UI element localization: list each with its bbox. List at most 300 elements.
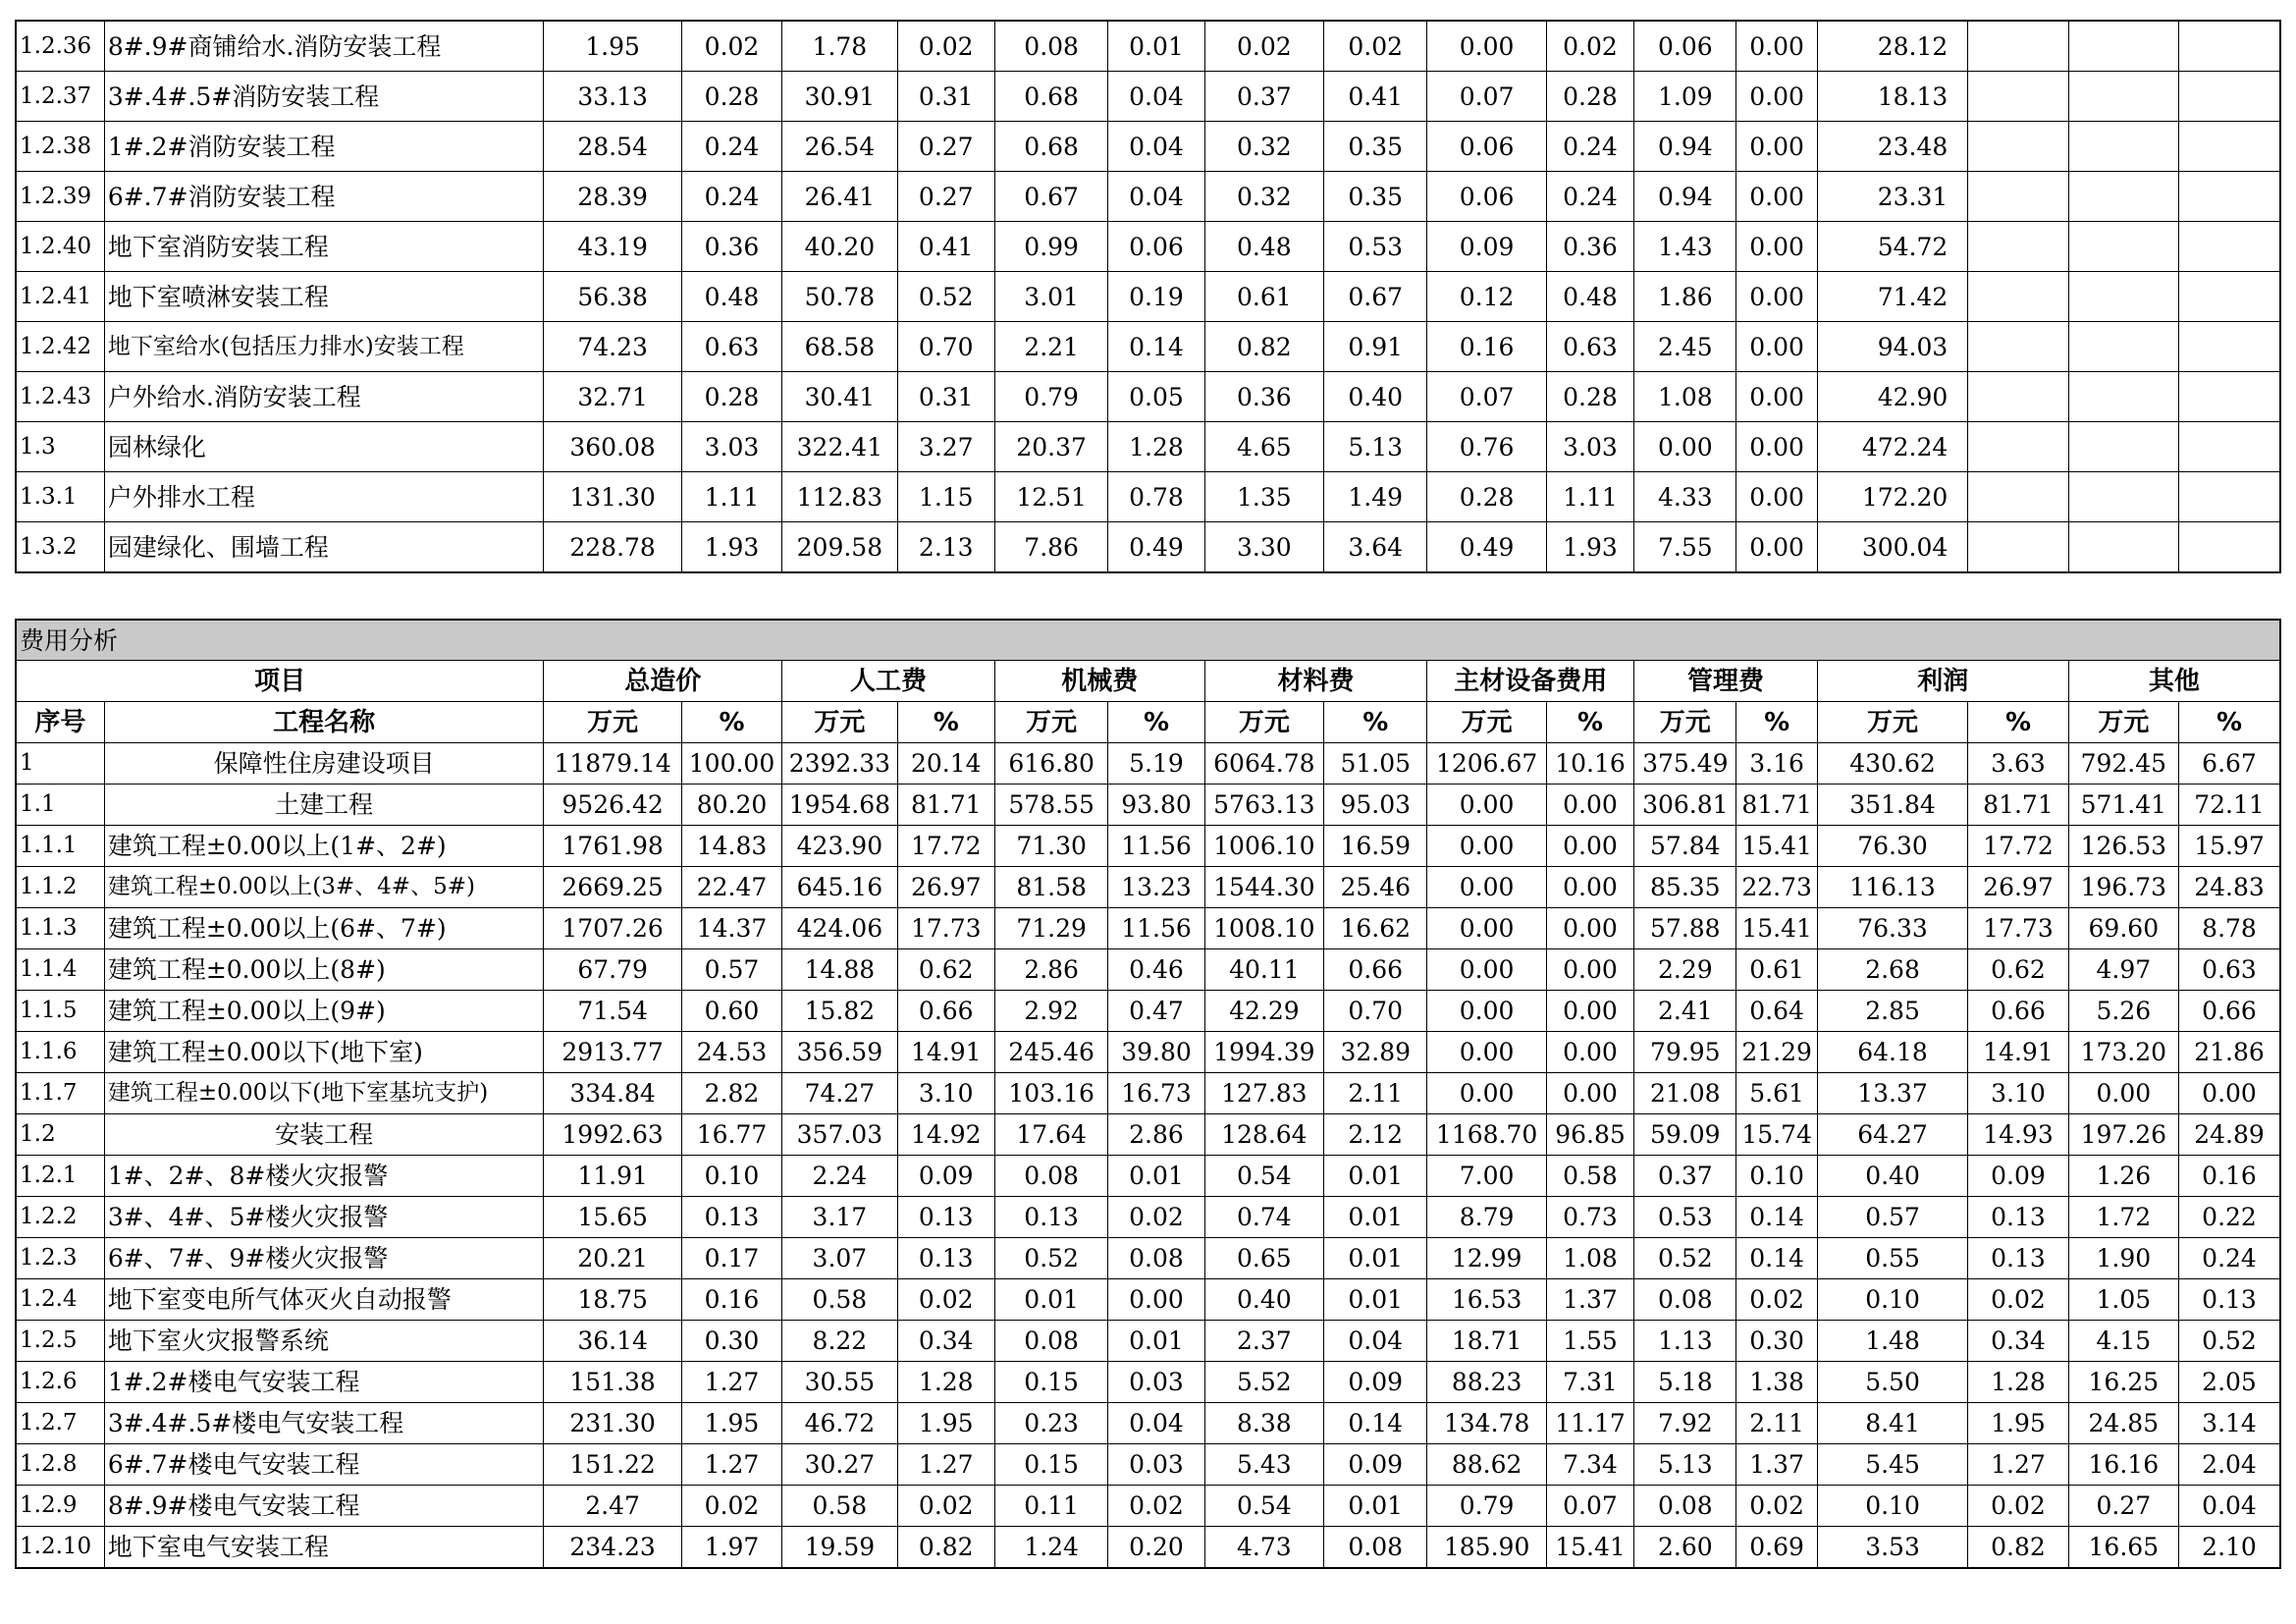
row-value: 9526.42	[544, 785, 681, 826]
row-value: 26.41	[782, 172, 897, 222]
row-value	[2068, 522, 2178, 573]
row-value: 0.66	[1968, 991, 2068, 1032]
row-value: 24.89	[2179, 1114, 2280, 1156]
row-name: 地下室电气安装工程	[104, 1527, 544, 1569]
row-value: 0.67	[1324, 272, 1427, 322]
row-value: 0.06	[1427, 122, 1546, 172]
row-value: 1.08	[1546, 1238, 1633, 1279]
row-value	[2068, 72, 2178, 122]
row-value: 21.86	[2179, 1032, 2280, 1073]
row-value: 0.31	[897, 72, 994, 122]
row-value: 0.66	[1324, 949, 1427, 991]
row-name: 3#、4#、5#楼火灾报警	[104, 1197, 544, 1238]
row-value: 185.90	[1427, 1527, 1546, 1569]
row-code: 1.2.40	[16, 222, 104, 272]
header-percent: %	[1736, 702, 1817, 743]
row-value: 1006.10	[1204, 826, 1323, 867]
row-value: 39.80	[1108, 1032, 1204, 1073]
row-value: 81.71	[1968, 785, 2068, 826]
row-name: 建筑工程±0.00以上(8#)	[104, 949, 544, 991]
row-value: 571.41	[2068, 785, 2178, 826]
row-value	[2179, 222, 2280, 272]
row-value: 0.40	[1324, 372, 1427, 422]
row-value: 2.68	[1817, 949, 1968, 991]
row-value: 0.00	[1736, 21, 1817, 72]
row-value: 5.52	[1204, 1362, 1323, 1403]
row-value: 0.01	[1108, 1156, 1204, 1197]
row-value	[2179, 472, 2280, 522]
row-value: 2.10	[2179, 1527, 2280, 1569]
row-value: 0.04	[2179, 1486, 2280, 1527]
row-code: 1.2.9	[16, 1486, 104, 1527]
row-value: 357.03	[782, 1114, 897, 1156]
row-value: 15.97	[2179, 826, 2280, 867]
row-value: 4.15	[2068, 1321, 2178, 1362]
row-name: 建筑工程±0.00以下(地下室)	[104, 1032, 544, 1073]
row-code: 1.2.39	[16, 172, 104, 222]
row-value: 1.28	[897, 1362, 994, 1403]
row-value: 0.09	[1324, 1444, 1427, 1486]
row-value: 36.14	[544, 1321, 681, 1362]
row-value	[2179, 322, 2280, 372]
row-value: 0.00	[1736, 422, 1817, 472]
header-unit: 万元	[1634, 702, 1736, 743]
row-name: 建筑工程±0.00以下(地下室基坑支护)	[104, 1073, 544, 1114]
row-value: 14.88	[782, 949, 897, 991]
row-value: 0.41	[1324, 72, 1427, 122]
row-value: 14.37	[681, 908, 781, 949]
row-value: 0.49	[1108, 522, 1204, 573]
row-value: 26.97	[897, 867, 994, 908]
row-value: 32.89	[1324, 1032, 1427, 1073]
row-value	[2179, 72, 2280, 122]
row-value: 0.04	[1108, 172, 1204, 222]
row-value: 375.49	[1634, 743, 1736, 785]
row-value: 2.86	[1108, 1114, 1204, 1156]
row-value: 74.23	[544, 322, 681, 372]
row-value: 424.06	[782, 908, 897, 949]
row-value: 0.13	[897, 1238, 994, 1279]
row-value: 1168.70	[1427, 1114, 1546, 1156]
row-value: 1.37	[1546, 1279, 1633, 1321]
row-value: 0.16	[1427, 322, 1546, 372]
row-value: 15.41	[1736, 826, 1817, 867]
row-value: 0.28	[681, 372, 781, 422]
row-value: 2.37	[1204, 1321, 1323, 1362]
row-value: 0.02	[681, 21, 781, 72]
row-code: 1.2.41	[16, 272, 104, 322]
table-row	[16, 1486, 2280, 1527]
row-value: 0.06	[1634, 21, 1736, 72]
row-code: 1.1	[16, 785, 104, 826]
row-code: 1.1.2	[16, 867, 104, 908]
row-value: 2.47	[544, 1486, 681, 1527]
table-row	[16, 172, 2280, 222]
row-value: 2.05	[2179, 1362, 2280, 1403]
header-profit: 利润	[1817, 661, 2068, 702]
table-row	[16, 522, 2280, 573]
row-value	[1968, 322, 2068, 372]
row-value: 0.00	[1546, 867, 1633, 908]
row-value: 0.61	[1736, 949, 1817, 991]
row-value: 1.55	[1546, 1321, 1633, 1362]
row-value: 0.16	[681, 1279, 781, 1321]
row-value: 81.71	[897, 785, 994, 826]
row-value: 46.72	[782, 1403, 897, 1444]
row-value: 0.00	[1736, 172, 1817, 222]
row-value: 151.22	[544, 1444, 681, 1486]
row-value: 4.97	[2068, 949, 2178, 991]
row-value: 0.94	[1634, 172, 1736, 222]
row-value: 1544.30	[1204, 867, 1323, 908]
row-value: 24.83	[2179, 867, 2280, 908]
row-value: 1.11	[681, 472, 781, 522]
row-value: 0.02	[1108, 1486, 1204, 1527]
row-value: 0.24	[2179, 1238, 2280, 1279]
row-value: 64.27	[1817, 1114, 1968, 1156]
row-value: 0.12	[1427, 272, 1546, 322]
row-value: 616.80	[994, 743, 1107, 785]
header-percent: %	[2179, 702, 2280, 743]
row-value: 0.28	[1427, 472, 1546, 522]
row-value: 1.90	[2068, 1238, 2178, 1279]
table-row	[16, 1321, 2280, 1362]
row-name: 6#.7#楼电气安装工程	[104, 1444, 544, 1486]
row-value: 245.46	[994, 1032, 1107, 1073]
row-value	[1968, 72, 2068, 122]
row-value: 1.48	[1817, 1321, 1968, 1362]
row-code: 1.1.3	[16, 908, 104, 949]
row-value: 85.35	[1634, 867, 1736, 908]
row-value: 67.79	[544, 949, 681, 991]
row-value: 18.75	[544, 1279, 681, 1321]
row-value: 8.79	[1427, 1197, 1546, 1238]
header-project-name: 工程名称	[104, 702, 544, 743]
row-value: 209.58	[782, 522, 897, 573]
row-value: 76.30	[1817, 826, 1968, 867]
row-value: 0.78	[1108, 472, 1204, 522]
row-value: 2.11	[1324, 1073, 1427, 1114]
header-other: 其他	[2068, 661, 2280, 702]
row-value: 306.81	[1634, 785, 1736, 826]
row-name: 地下室给水(包括压力排水)安装工程	[104, 322, 544, 372]
row-value: 1.05	[2068, 1279, 2178, 1321]
row-value: 6.67	[2179, 743, 2280, 785]
row-value: 0.00	[1546, 991, 1633, 1032]
row-value: 7.31	[1546, 1362, 1633, 1403]
row-value: 645.16	[782, 867, 897, 908]
header-unit: 万元	[1204, 702, 1323, 743]
row-value: 0.02	[897, 1279, 994, 1321]
row-value: 0.01	[1108, 21, 1204, 72]
row-value: 2.41	[1634, 991, 1736, 1032]
row-value: 40.20	[782, 222, 897, 272]
row-value: 2.85	[1817, 991, 1968, 1032]
row-code: 1.2.3	[16, 1238, 104, 1279]
row-value	[2179, 422, 2280, 472]
row-code: 1.2.7	[16, 1403, 104, 1444]
row-name: 建筑工程±0.00以上(9#)	[104, 991, 544, 1032]
row-value: 0.35	[1324, 122, 1427, 172]
row-value: 4.33	[1634, 472, 1736, 522]
row-value: 0.62	[1968, 949, 2068, 991]
row-value: 1.95	[897, 1403, 994, 1444]
row-value: 1.78	[782, 21, 897, 72]
row-value	[2179, 272, 2280, 322]
row-value: 116.13	[1817, 867, 1968, 908]
row-value: 3.27	[897, 422, 994, 472]
row-value: 0.10	[1817, 1486, 1968, 1527]
row-value: 5.18	[1634, 1362, 1736, 1403]
row-value: 2.92	[994, 991, 1107, 1032]
row-value: 0.05	[1108, 372, 1204, 422]
row-value: 0.68	[994, 122, 1107, 172]
table-row	[16, 1114, 2280, 1156]
row-value: 0.19	[1108, 272, 1204, 322]
row-value: 3.10	[897, 1073, 994, 1114]
row-value: 0.91	[1324, 322, 1427, 372]
row-value: 0.15	[994, 1362, 1107, 1403]
row-name: 地下室消防安装工程	[104, 222, 544, 272]
header-labor: 人工费	[782, 661, 995, 702]
row-value: 21.29	[1736, 1032, 1817, 1073]
row-value: 4.65	[1204, 422, 1323, 472]
row-value: 17.72	[897, 826, 994, 867]
row-code: 1.2.1	[16, 1156, 104, 1197]
row-value: 0.00	[1427, 21, 1546, 72]
row-value: 0.70	[897, 322, 994, 372]
row-value: 0.00	[1427, 826, 1546, 867]
row-value: 0.30	[681, 1321, 781, 1362]
row-value: 81.58	[994, 867, 1107, 908]
row-value	[2068, 172, 2178, 222]
row-value: 0.27	[2068, 1486, 2178, 1527]
row-value: 2.11	[1736, 1403, 1817, 1444]
row-value: 1.93	[681, 522, 781, 573]
header-seq: 序号	[16, 702, 104, 743]
row-value: 0.63	[1546, 322, 1633, 372]
row-value: 5.19	[1108, 743, 1204, 785]
row-value: 0.09	[1968, 1156, 2068, 1197]
table-row	[16, 1527, 2280, 1569]
row-code: 1.2	[16, 1114, 104, 1156]
row-value: 3.30	[1204, 522, 1323, 573]
row-value: 24.53	[681, 1032, 781, 1073]
row-value: 430.62	[1817, 743, 1968, 785]
row-value: 0.00	[1736, 222, 1817, 272]
row-value: 8.38	[1204, 1403, 1323, 1444]
row-value: 3.16	[1736, 743, 1817, 785]
row-value: 0.14	[1108, 322, 1204, 372]
row-value: 16.53	[1427, 1279, 1546, 1321]
row-value: 0.00	[1427, 991, 1546, 1032]
row-value: 0.00	[1546, 785, 1633, 826]
row-value: 0.69	[1736, 1527, 1817, 1569]
row-value: 3.64	[1324, 522, 1427, 573]
row-value: 103.16	[994, 1073, 1107, 1114]
row-value: 1.09	[1634, 72, 1736, 122]
row-value: 322.41	[782, 422, 897, 472]
row-value: 134.78	[1427, 1403, 1546, 1444]
row-value: 0.22	[2179, 1197, 2280, 1238]
row-value: 59.09	[1634, 1114, 1736, 1156]
header-unit: 万元	[1817, 702, 1968, 743]
row-value: 54.72	[1817, 222, 1968, 272]
row-value: 0.73	[1546, 1197, 1633, 1238]
row-value: 64.18	[1817, 1032, 1968, 1073]
row-value: 0.00	[1546, 1073, 1633, 1114]
header-equipment: 主材设备费用	[1427, 661, 1634, 702]
row-value: 40.11	[1204, 949, 1323, 991]
row-value: 0.63	[2179, 949, 2280, 991]
row-value: 0.04	[1108, 1403, 1204, 1444]
row-value: 0.58	[782, 1279, 897, 1321]
row-value: 0.82	[1204, 322, 1323, 372]
row-value: 1992.63	[544, 1114, 681, 1156]
row-value	[2068, 21, 2178, 72]
row-value: 15.65	[544, 1197, 681, 1238]
header-unit: 万元	[544, 702, 681, 743]
row-value: 0.00	[1736, 472, 1817, 522]
row-value: 25.46	[1324, 867, 1427, 908]
row-value: 11.17	[1546, 1403, 1633, 1444]
row-value: 0.10	[681, 1156, 781, 1197]
row-value: 0.00	[1546, 949, 1633, 991]
row-value	[1968, 21, 2068, 72]
row-value: 0.10	[1736, 1156, 1817, 1197]
row-value: 30.55	[782, 1362, 897, 1403]
row-value	[2068, 322, 2178, 372]
row-value: 0.60	[681, 991, 781, 1032]
row-value: 14.83	[681, 826, 781, 867]
row-value	[1968, 522, 2068, 573]
row-code: 1.1.1	[16, 826, 104, 867]
row-value: 43.19	[544, 222, 681, 272]
row-value: 0.58	[782, 1486, 897, 1527]
header-management: 管理费	[1634, 661, 1818, 702]
row-value: 69.60	[2068, 908, 2178, 949]
row-value: 334.84	[544, 1073, 681, 1114]
row-value: 0.63	[681, 322, 781, 372]
row-value: 1.97	[681, 1527, 781, 1569]
row-value: 42.29	[1204, 991, 1323, 1032]
row-value: 16.16	[2068, 1444, 2178, 1486]
row-value: 22.73	[1736, 867, 1817, 908]
row-value: 0.02	[1204, 21, 1323, 72]
row-value: 14.92	[897, 1114, 994, 1156]
row-value: 5.26	[2068, 991, 2178, 1032]
row-value: 0.54	[1204, 1156, 1323, 1197]
row-name: 地下室变电所气体灭火自动报警	[104, 1279, 544, 1321]
row-value: 423.90	[782, 826, 897, 867]
row-value: 0.79	[994, 372, 1107, 422]
row-value: 0.24	[681, 122, 781, 172]
row-value: 173.20	[2068, 1032, 2178, 1073]
row-value: 1994.39	[1204, 1032, 1323, 1073]
header-percent: %	[897, 702, 994, 743]
row-value: 28.39	[544, 172, 681, 222]
row-value: 0.48	[681, 272, 781, 322]
row-value: 4.73	[1204, 1527, 1323, 1569]
row-name: 8#.9#商铺给水.消防安装工程	[104, 21, 544, 72]
row-value: 17.73	[897, 908, 994, 949]
header-percent: %	[681, 702, 781, 743]
row-value: 3.03	[1546, 422, 1633, 472]
row-value: 71.29	[994, 908, 1107, 949]
header-machinery: 机械费	[994, 661, 1204, 702]
row-value: 50.78	[782, 272, 897, 322]
row-value: 14.91	[1968, 1032, 2068, 1073]
row-value: 16.65	[2068, 1527, 2178, 1569]
row-value: 0.82	[1968, 1527, 2068, 1569]
row-value: 18.71	[1427, 1321, 1546, 1362]
row-name: 土建工程	[104, 785, 544, 826]
row-value: 0.99	[994, 222, 1107, 272]
row-name: 建筑工程±0.00以上(3#、4#、5#)	[104, 867, 544, 908]
table-row	[16, 322, 2280, 372]
row-value: 16.25	[2068, 1362, 2178, 1403]
row-value: 17.72	[1968, 826, 2068, 867]
row-value: 7.34	[1546, 1444, 1633, 1486]
row-code: 1	[16, 743, 104, 785]
row-value: 0.40	[1817, 1156, 1968, 1197]
row-value: 1.15	[897, 472, 994, 522]
row-value: 24.85	[2068, 1403, 2178, 1444]
row-value: 0.02	[1736, 1486, 1817, 1527]
row-value: 8.22	[782, 1321, 897, 1362]
row-value: 0.13	[681, 1197, 781, 1238]
row-value: 6064.78	[1204, 743, 1323, 785]
row-value: 0.11	[994, 1486, 1107, 1527]
row-value: 0.00	[1108, 1279, 1204, 1321]
row-value: 56.38	[544, 272, 681, 322]
row-value: 11.56	[1108, 826, 1204, 867]
row-value: 20.21	[544, 1238, 681, 1279]
row-value: 14.91	[897, 1032, 994, 1073]
row-value: 0.13	[1968, 1197, 2068, 1238]
row-value: 3.53	[1817, 1527, 1968, 1569]
row-name: 1#.2#楼电气安装工程	[104, 1362, 544, 1403]
row-value: 0.52	[897, 272, 994, 322]
row-value: 79.95	[1634, 1032, 1736, 1073]
row-value	[1968, 172, 2068, 222]
row-value: 19.59	[782, 1527, 897, 1569]
row-value: 0.40	[1204, 1279, 1323, 1321]
row-value: 0.23	[994, 1403, 1107, 1444]
table-row	[16, 1073, 2280, 1114]
row-value: 0.64	[1736, 991, 1817, 1032]
row-value: 100.00	[681, 743, 781, 785]
row-name: 园林绿化	[104, 422, 544, 472]
row-code: 1.3.1	[16, 472, 104, 522]
row-value: 792.45	[2068, 743, 2178, 785]
row-value: 0.53	[1634, 1197, 1736, 1238]
row-value: 0.68	[994, 72, 1107, 122]
row-value: 5.43	[1204, 1444, 1323, 1486]
row-name: 安装工程	[104, 1114, 544, 1156]
row-value: 0.02	[1968, 1486, 2068, 1527]
row-value	[2179, 372, 2280, 422]
row-value: 2.21	[994, 322, 1107, 372]
row-value: 1008.10	[1204, 908, 1323, 949]
row-value: 0.24	[1546, 172, 1633, 222]
row-code: 1.2.8	[16, 1444, 104, 1486]
table-row	[16, 785, 2280, 826]
row-value	[1968, 472, 2068, 522]
row-value: 23.48	[1817, 122, 1968, 172]
row-value: 0.01	[1324, 1197, 1427, 1238]
row-value	[2068, 122, 2178, 172]
